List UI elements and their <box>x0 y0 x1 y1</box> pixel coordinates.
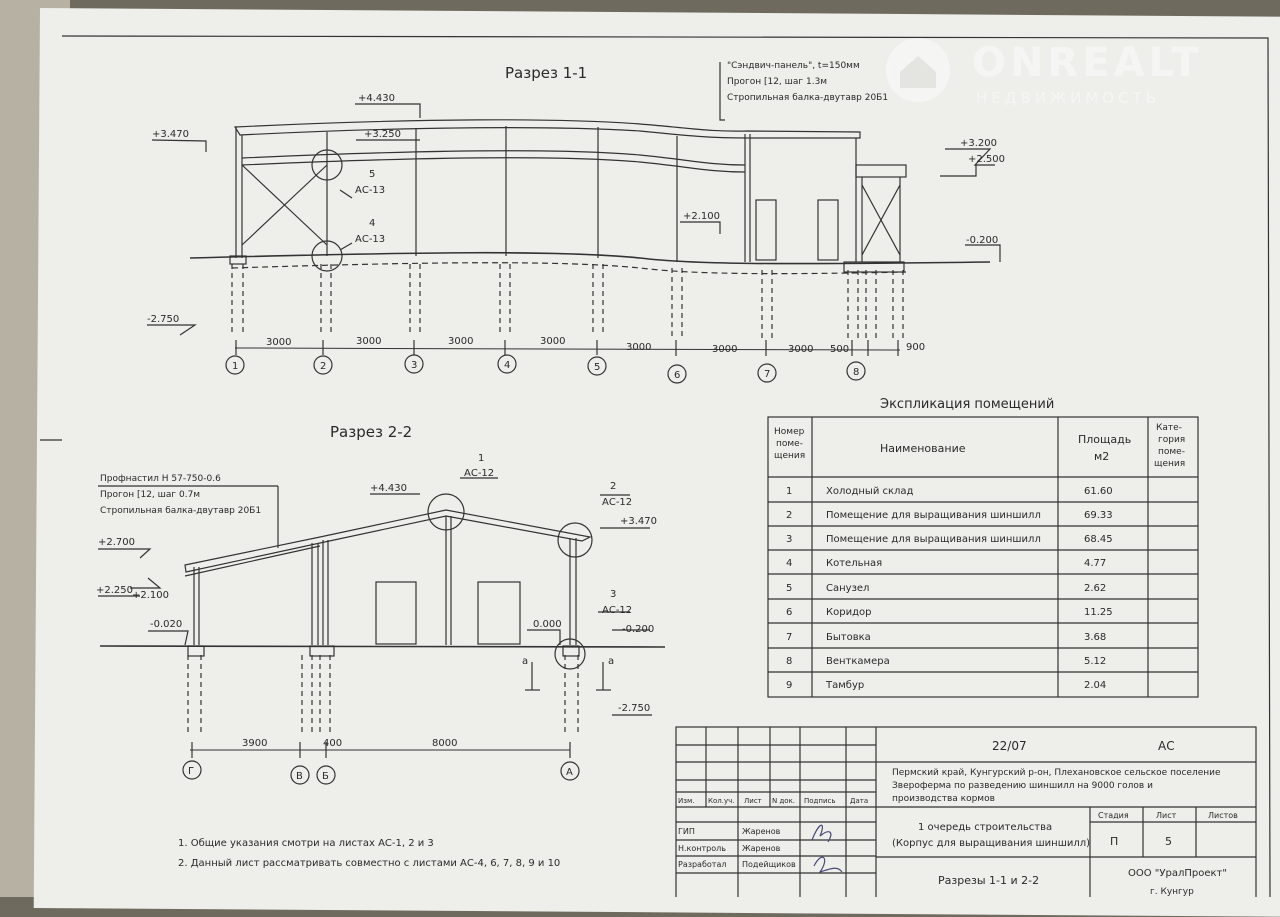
explication-row-3-area: 68.45 <box>1084 534 1113 545</box>
explication-head-num-1: Номер <box>774 427 805 437</box>
section-2-structure <box>98 478 665 784</box>
stamp-head-podpis: Подпись <box>804 797 836 805</box>
explication-row-9-num: 9 <box>786 680 793 691</box>
stamp-name-nkontrol: Жаренов <box>742 844 781 853</box>
explication-head-cat-2: гория <box>1158 435 1186 445</box>
s1-node-5-num: 5 <box>369 169 376 180</box>
s1-axis-6: 6 <box>674 370 681 381</box>
stamp-head-data: Дата <box>850 797 869 805</box>
section-1-callout-line-3: Стропильная балка-двутавр 20Б1 <box>727 93 889 103</box>
s2-mark-a-right: а <box>608 656 615 667</box>
stamp-address-3: производства кормов <box>892 794 995 804</box>
s2-axis-a: А <box>566 767 573 778</box>
stamp-head-koluch: Кол.уч. <box>708 797 735 805</box>
explication-row-2-name: Помещение для выращивания шиншилл <box>826 510 1041 521</box>
explication-head-cat-4: щения <box>1154 459 1186 469</box>
section-2-callout-line-3: Стропильная балка-двутавр 20Б1 <box>100 506 262 516</box>
stamp-head-sheets: Листов <box>1208 811 1238 820</box>
s2-level-2700: +2.700 <box>98 537 136 548</box>
s2-dim-3900: 3900 <box>242 738 268 749</box>
s1-axis-5: 5 <box>594 362 601 373</box>
s2-dim-8000: 8000 <box>432 738 458 749</box>
s1-axis-8: 8 <box>853 367 860 378</box>
explication-row-5-name: Санузел <box>826 583 870 594</box>
explication-head-cat-3: поме- <box>1158 447 1185 457</box>
explication-head-num-2: поме- <box>776 439 803 449</box>
explication-head-num-3: щения <box>774 451 806 461</box>
explication-row-1-num: 1 <box>786 486 793 497</box>
explication-row-9-area: 2.04 <box>1084 680 1107 691</box>
s2-node-2-sheet: АС-12 <box>602 497 633 508</box>
s2-level-minus-0200: -0.200 <box>622 624 655 635</box>
s1-level-minus-0200: -0.200 <box>966 235 999 246</box>
stamp-code: 22/07 <box>992 739 1027 753</box>
watermark <box>886 38 1203 107</box>
stamp-role-nkontrol: Н.контроль <box>678 844 726 853</box>
s2-level-minus-0020: -0.020 <box>150 619 183 630</box>
explication-row-7-name: Бытовка <box>826 632 871 643</box>
section-2-title: Разрез 2-2 <box>330 423 413 441</box>
explication-row-1-area: 61.60 <box>1084 486 1113 497</box>
s1-node-4-num: 4 <box>369 218 376 229</box>
s1-node-4-sheet: АС-13 <box>355 234 386 245</box>
stamp-role-razrab: Разработал <box>678 860 727 869</box>
stamp-name-gip: Жаренов <box>742 827 781 836</box>
watermark-brand: ONREALT <box>972 40 1203 86</box>
stamp-address-1: Пермский край, Кунгурский р-он, Плехановское сельское поселение <box>892 768 1221 778</box>
s1-axis-1: 1 <box>232 361 239 372</box>
s1-level-3250: +3.250 <box>364 129 402 140</box>
note-2: 2. Данный лист рассматривать совместно с листами АС-4, 6, 7, 8, 9 и 10 <box>178 858 561 869</box>
explication-row-2-area: 69.33 <box>1084 510 1113 521</box>
s2-node-1-num: 1 <box>478 453 485 464</box>
explication-row-5-area: 2.62 <box>1084 583 1107 594</box>
s1-level-minus-2750: -2.750 <box>147 314 180 325</box>
s1-axis-3: 3 <box>411 360 418 371</box>
s2-node-1-sheet: АС-12 <box>464 468 495 479</box>
s2-mark-a-left: а <box>522 656 529 667</box>
stamp-head-izm: Изм. <box>678 797 695 805</box>
s2-node-3-sheet: АС-12 <box>602 605 633 616</box>
explication-row-3-name: Помещение для выращивания шиншилл <box>826 534 1041 545</box>
s2-level-3470: +3.470 <box>620 516 658 527</box>
stamp-head-sheet: Лист <box>1156 811 1177 820</box>
section-2-callout-line-2: Прогон [12, шаг 0.7м <box>100 490 201 500</box>
s2-level-0000: 0.000 <box>533 619 562 630</box>
stamp-project-1: 1 очередь строительства <box>918 822 1053 833</box>
explication-row-9-name: Тамбур <box>826 680 865 691</box>
explication-head-area-2: м2 <box>1094 450 1110 463</box>
note-1: 1. Общие указания смотри на листах АС-1, 2 и 3 <box>178 838 434 849</box>
explication-row-7-area: 3.68 <box>1084 632 1107 643</box>
explication-row-8-name: Венткамера <box>826 656 890 667</box>
watermark-subtitle: НЕДВИЖИМОСТЬ <box>976 89 1161 107</box>
stamp-address-2: Звероферма по разведению шиншилл на 9000 голов и <box>892 781 1153 791</box>
s2-level-2100: +2.100 <box>132 590 170 601</box>
explication-row-1-name: Холодный склад <box>826 486 914 497</box>
s1-axis-2: 2 <box>320 361 327 372</box>
s1-dim-7: 3000 <box>788 344 814 355</box>
explication-row-2-num: 2 <box>786 510 793 521</box>
explication-row-6-num: 6 <box>786 607 793 618</box>
explication-row-4-area: 4.77 <box>1084 558 1107 569</box>
s1-dim-1: 3000 <box>266 337 292 348</box>
s2-node-3-num: 3 <box>610 589 617 600</box>
s2-axis-b: Б <box>322 771 329 782</box>
explication-row-8-area: 5.12 <box>1084 656 1107 667</box>
stamp-head-list: Лист <box>744 797 762 805</box>
s1-level-3470: +3.470 <box>152 129 190 140</box>
stamp-head-stadia: Стадия <box>1098 811 1129 820</box>
s1-level-2100: +2.100 <box>683 211 721 222</box>
stamp-org-city: г. Кунгур <box>1150 887 1194 897</box>
stamp-project-2: (Корпус для выращивания шиншилл) <box>892 838 1091 849</box>
explication-head-name: Наименование <box>880 442 966 455</box>
stamp-drawing-title: Разрезы 1-1 и 2-2 <box>938 874 1040 887</box>
s1-level-4430: +4.430 <box>358 93 396 104</box>
stamp-head-ndok: N док. <box>772 797 796 805</box>
explication-row-4-name: Котельная <box>826 558 883 569</box>
stamp-mark: АС <box>1158 739 1175 753</box>
s1-dim-5: 3000 <box>626 342 652 353</box>
s2-dim-400: 400 <box>323 738 343 749</box>
s1-level-3200: +3.200 <box>960 138 998 149</box>
s1-dim-2: 3000 <box>356 336 382 347</box>
explication-head-area-1: Площадь <box>1078 433 1132 446</box>
text-layer <box>96 61 1238 897</box>
stamp-sheet-value: 5 <box>1165 835 1172 848</box>
section-2-callout-line-1: Профнастил Н 57-750-0.6 <box>100 474 221 484</box>
section-1-callout-line-2: Прогон [12, шаг 1.3м <box>727 77 828 87</box>
s2-level-minus-2750: -2.750 <box>618 703 651 714</box>
explication-row-4-num: 4 <box>786 558 793 569</box>
s2-level-4430: +4.430 <box>370 483 408 494</box>
section-1-title: Разрез 1-1 <box>505 64 588 82</box>
explication-title: Экспликация помещений <box>880 397 1055 412</box>
s1-dim-4: 3000 <box>540 336 566 347</box>
explication-row-3-num: 3 <box>786 534 793 545</box>
section-1-callout-line-1: "Сэндвич-панель", t=150мм <box>727 61 860 71</box>
s1-dim-9: 900 <box>906 342 926 353</box>
stamp-stage-value: П <box>1110 835 1119 848</box>
s1-axis-7: 7 <box>764 369 771 380</box>
s2-axis-g: Г <box>188 766 195 777</box>
stamp-org-name: ООО "УралПроект" <box>1128 868 1227 879</box>
explication-row-8-num: 8 <box>786 656 793 667</box>
explication-row-7-num: 7 <box>786 632 793 643</box>
s1-dim-3: 3000 <box>448 336 474 347</box>
s1-dim-8: 500 <box>830 344 850 355</box>
s1-node-5-sheet: АС-13 <box>355 185 386 196</box>
explication-head-cat-1: Кате- <box>1156 423 1182 433</box>
stamp-name-razrab: Подейщиков <box>742 860 796 869</box>
explication-row-6-area: 11.25 <box>1084 607 1113 618</box>
s1-axis-4: 4 <box>504 360 511 371</box>
explication-table-grid <box>768 417 1198 697</box>
explication-row-5-num: 5 <box>786 583 793 594</box>
s1-level-2500: +2.500 <box>968 154 1006 165</box>
s1-dim-6: 3000 <box>712 344 738 355</box>
explication-row-6-name: Коридор <box>826 607 872 618</box>
signatures <box>812 825 842 872</box>
section-1-structure <box>147 62 1000 383</box>
stamp-role-gip: ГИП <box>678 827 695 836</box>
s2-node-2-num: 2 <box>610 481 617 492</box>
s2-axis-v: В <box>296 771 303 782</box>
s2-level-2250: +2.250 <box>96 585 134 596</box>
